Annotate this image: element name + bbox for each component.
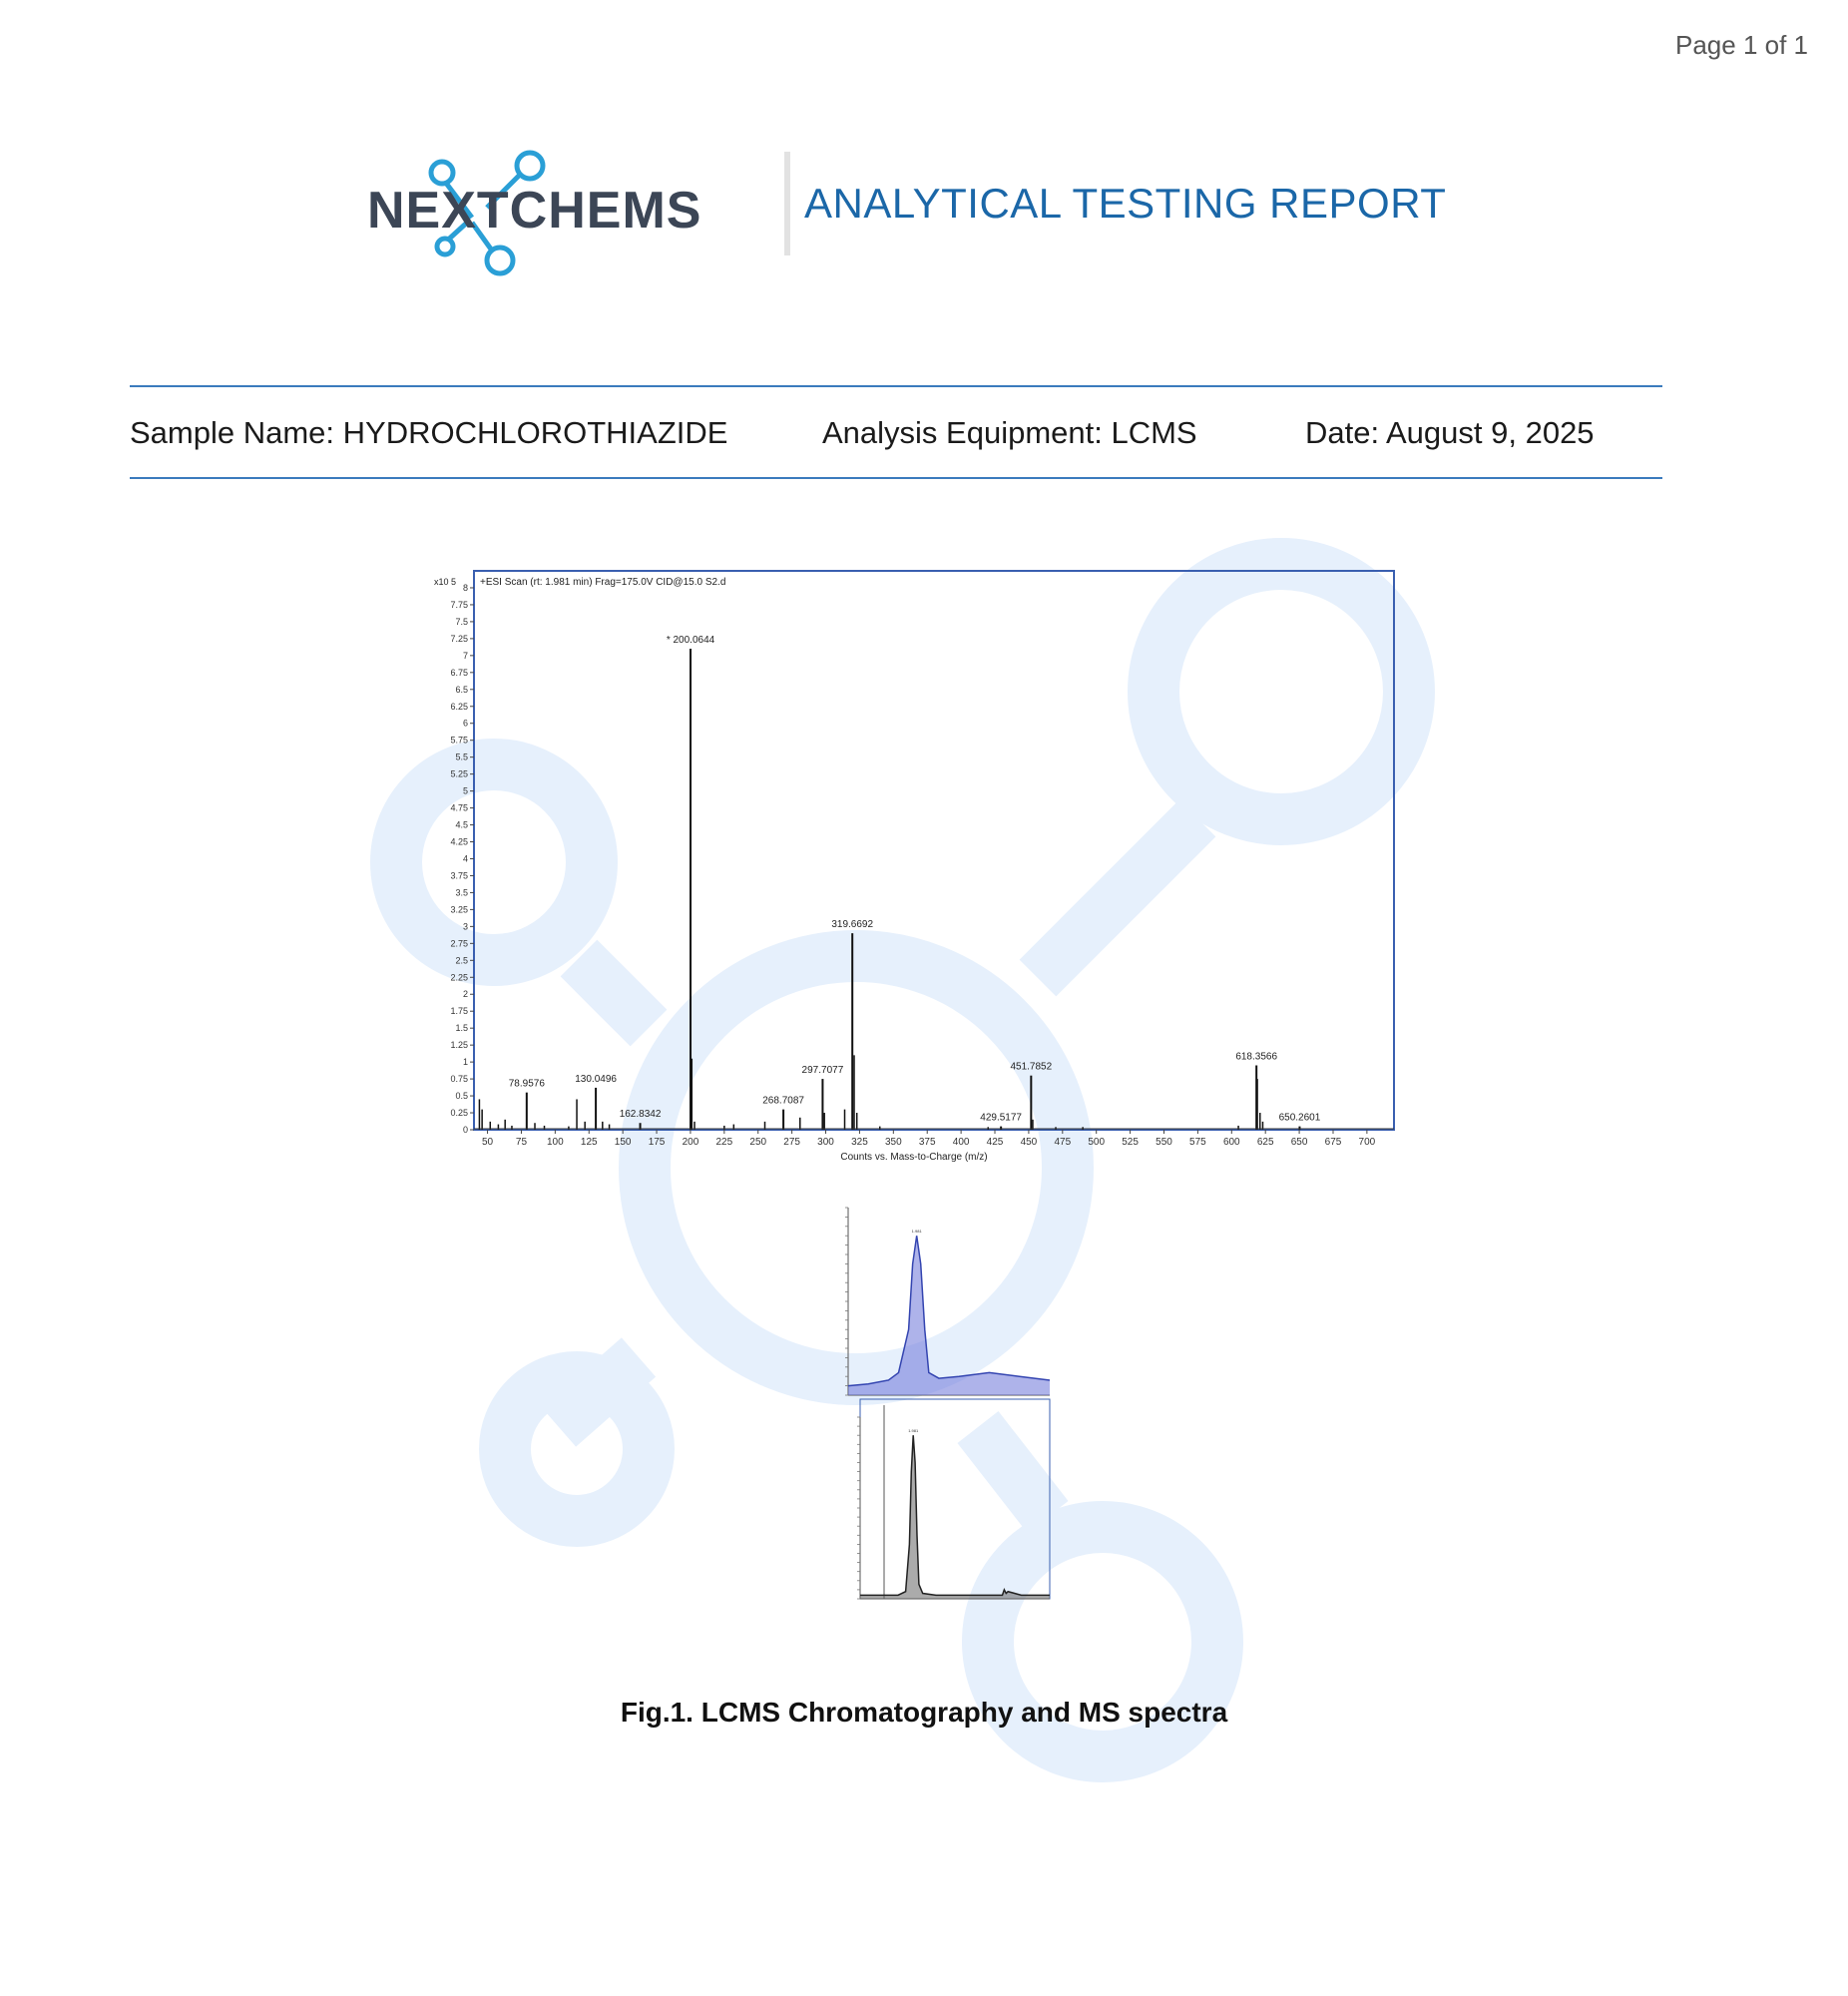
ms-y-tick-label: 3.5 (455, 887, 468, 898)
ms-y-tick-label: 2.25 (450, 972, 468, 983)
ms-x-tick-label: 375 (918, 1137, 936, 1148)
ms-x-tick-label: 175 (648, 1137, 666, 1148)
figure-caption: Fig.1. LCMS Chromatography and MS spectra (620, 1697, 1228, 1728)
eic-chromatogram-peak-label: 1.981 (908, 1428, 919, 1434)
eic-chromatogram-line (860, 1435, 1050, 1595)
ms-peak-label: 618.3566 (1235, 1051, 1278, 1063)
header-divider (784, 152, 790, 255)
ms-y-tick-label: 2.5 (455, 955, 468, 966)
eic-frame (860, 1399, 1050, 1599)
ms-y-tick-label: 0.25 (450, 1108, 468, 1119)
ms-x-tick-label: 575 (1189, 1137, 1206, 1148)
eic-chromatogram-area (860, 1435, 1050, 1599)
sample-name: Sample Name: HYDROCHLOROTHIAZIDE (130, 415, 728, 450)
ms-x-tick-label: 400 (952, 1137, 970, 1148)
ms-y-tick-label: 2.75 (450, 938, 468, 949)
ms-x-tick-label: 450 (1020, 1137, 1038, 1148)
ms-y-tick-label: 7.5 (455, 616, 468, 627)
ms-x-tick-label: 250 (749, 1137, 767, 1148)
ms-y-tick-label: 1 (462, 1057, 468, 1068)
ms-y-tick-label: 5.5 (455, 751, 468, 762)
ms-peak-label: 297.7077 (801, 1065, 844, 1077)
ms-y-tick-label: 4.5 (455, 819, 468, 830)
ms-x-tick-label: 275 (783, 1137, 800, 1148)
analysis-equipment: Analysis Equipment: LCMS (822, 415, 1197, 450)
ms-y-tick-label: 2 (462, 989, 468, 1000)
ms-x-tick-label: 300 (817, 1137, 834, 1148)
tic-chromatogram-peak-label: 1.981 (911, 1229, 922, 1235)
ms-x-tick-label: 125 (580, 1137, 598, 1148)
tic-chromatogram-area (848, 1236, 1050, 1395)
ms-peak-label: 429.5177 (980, 1112, 1022, 1124)
ms-y-tick-label: 6.5 (455, 684, 468, 695)
ms-peak-label: 162.8342 (619, 1109, 662, 1121)
ms-y-tick-label: 5 (462, 785, 468, 796)
ms-x-tick-label: 200 (682, 1137, 699, 1148)
ms-x-tick-label: 700 (1358, 1137, 1376, 1148)
ms-x-tick-label: 600 (1222, 1137, 1240, 1148)
ms-peak-label: 78.9576 (508, 1078, 545, 1090)
ms-x-tick-label: 550 (1155, 1137, 1172, 1148)
report-title: ANALYTICAL TESTING REPORT (804, 180, 1447, 227)
ms-y-tick-label: 7 (462, 650, 468, 661)
ms-peak-label: 451.7852 (1010, 1061, 1053, 1073)
ms-x-tick-label: 500 (1088, 1137, 1106, 1148)
ms-x-tick-label: 225 (715, 1137, 733, 1148)
ms-y-tick-label: 6.75 (450, 667, 468, 678)
logo-text: NEXTCHEMS (367, 182, 702, 240)
ms-y-tick-label: 5.25 (450, 768, 468, 779)
ms-x-tick-label: 150 (614, 1137, 632, 1148)
ms-peak-label: 130.0496 (575, 1073, 617, 1085)
ms-peak-label: * 200.0644 (666, 635, 715, 647)
ms-y-tick-label: 0.5 (455, 1091, 468, 1102)
ms-y-tick-label: 7.25 (450, 633, 468, 644)
ms-x-tick-label: 675 (1324, 1137, 1342, 1148)
ms-x-tick-label: 50 (481, 1137, 494, 1148)
ms-peak-label: 650.2601 (1278, 1112, 1321, 1124)
ms-y-tick-label: 6.25 (450, 701, 468, 712)
ms-x-tick-label: 650 (1290, 1137, 1308, 1148)
ms-x-axis-label: Counts vs. Mass-to-Charge (m/z) (840, 1152, 988, 1163)
report-date: Date: August 9, 2025 (1305, 415, 1595, 450)
ms-peak-label: 268.7087 (762, 1095, 804, 1107)
nextchems-logo (367, 148, 776, 277)
ms-peak-label: 319.6692 (831, 919, 874, 931)
ms-x-tick-label: 475 (1054, 1137, 1072, 1148)
ms-x-tick-label: 100 (547, 1137, 564, 1148)
ms-y-tick-label: 0 (462, 1125, 468, 1135)
top-rule (130, 385, 1662, 387)
ms-plot-frame (474, 571, 1394, 1130)
ms-x-tick-label: 325 (851, 1137, 868, 1148)
ms-x-tick-label: 525 (1122, 1137, 1139, 1148)
ms-y-tick-label: 4 (462, 853, 468, 864)
ms-y-tick-label: 5.75 (450, 735, 468, 746)
ms-x-tick-label: 625 (1256, 1137, 1274, 1148)
ms-x-tick-label: 75 (515, 1137, 528, 1148)
tic-chromatogram-line (848, 1236, 1050, 1385)
ms-y-tick-label: 1.5 (455, 1023, 468, 1034)
ms-y-tick-label: 0.75 (450, 1074, 468, 1085)
ms-x-tick-label: 425 (986, 1137, 1004, 1148)
ms-y-tick-label: 3.75 (450, 870, 468, 881)
ms-y-tick-label: 4.75 (450, 802, 468, 813)
ms-y-tick-label: 3 (462, 921, 468, 932)
ms-y-tick-label: 1.75 (450, 1006, 468, 1017)
bottom-rule (130, 477, 1662, 479)
ms-y-tick-label: 3.25 (450, 904, 468, 915)
ms-chart-title: +ESI Scan (rt: 1.981 min) Frag=175.0V CID@15.0 S2.d (480, 577, 726, 588)
ms-y-tick-label: 1.25 (450, 1040, 468, 1051)
ms-y-tick-label: 7.75 (450, 599, 468, 610)
ms-y-tick-label: 8 (462, 582, 468, 593)
ms-y-tick-label: 6 (462, 718, 468, 729)
page-number: Page 1 of 1 (1675, 30, 1808, 60)
ms-x-tick-label: 350 (884, 1137, 902, 1148)
ms-y-tick-label: 4.25 (450, 836, 468, 847)
ms-y-exponent: x10 5 (434, 577, 457, 587)
